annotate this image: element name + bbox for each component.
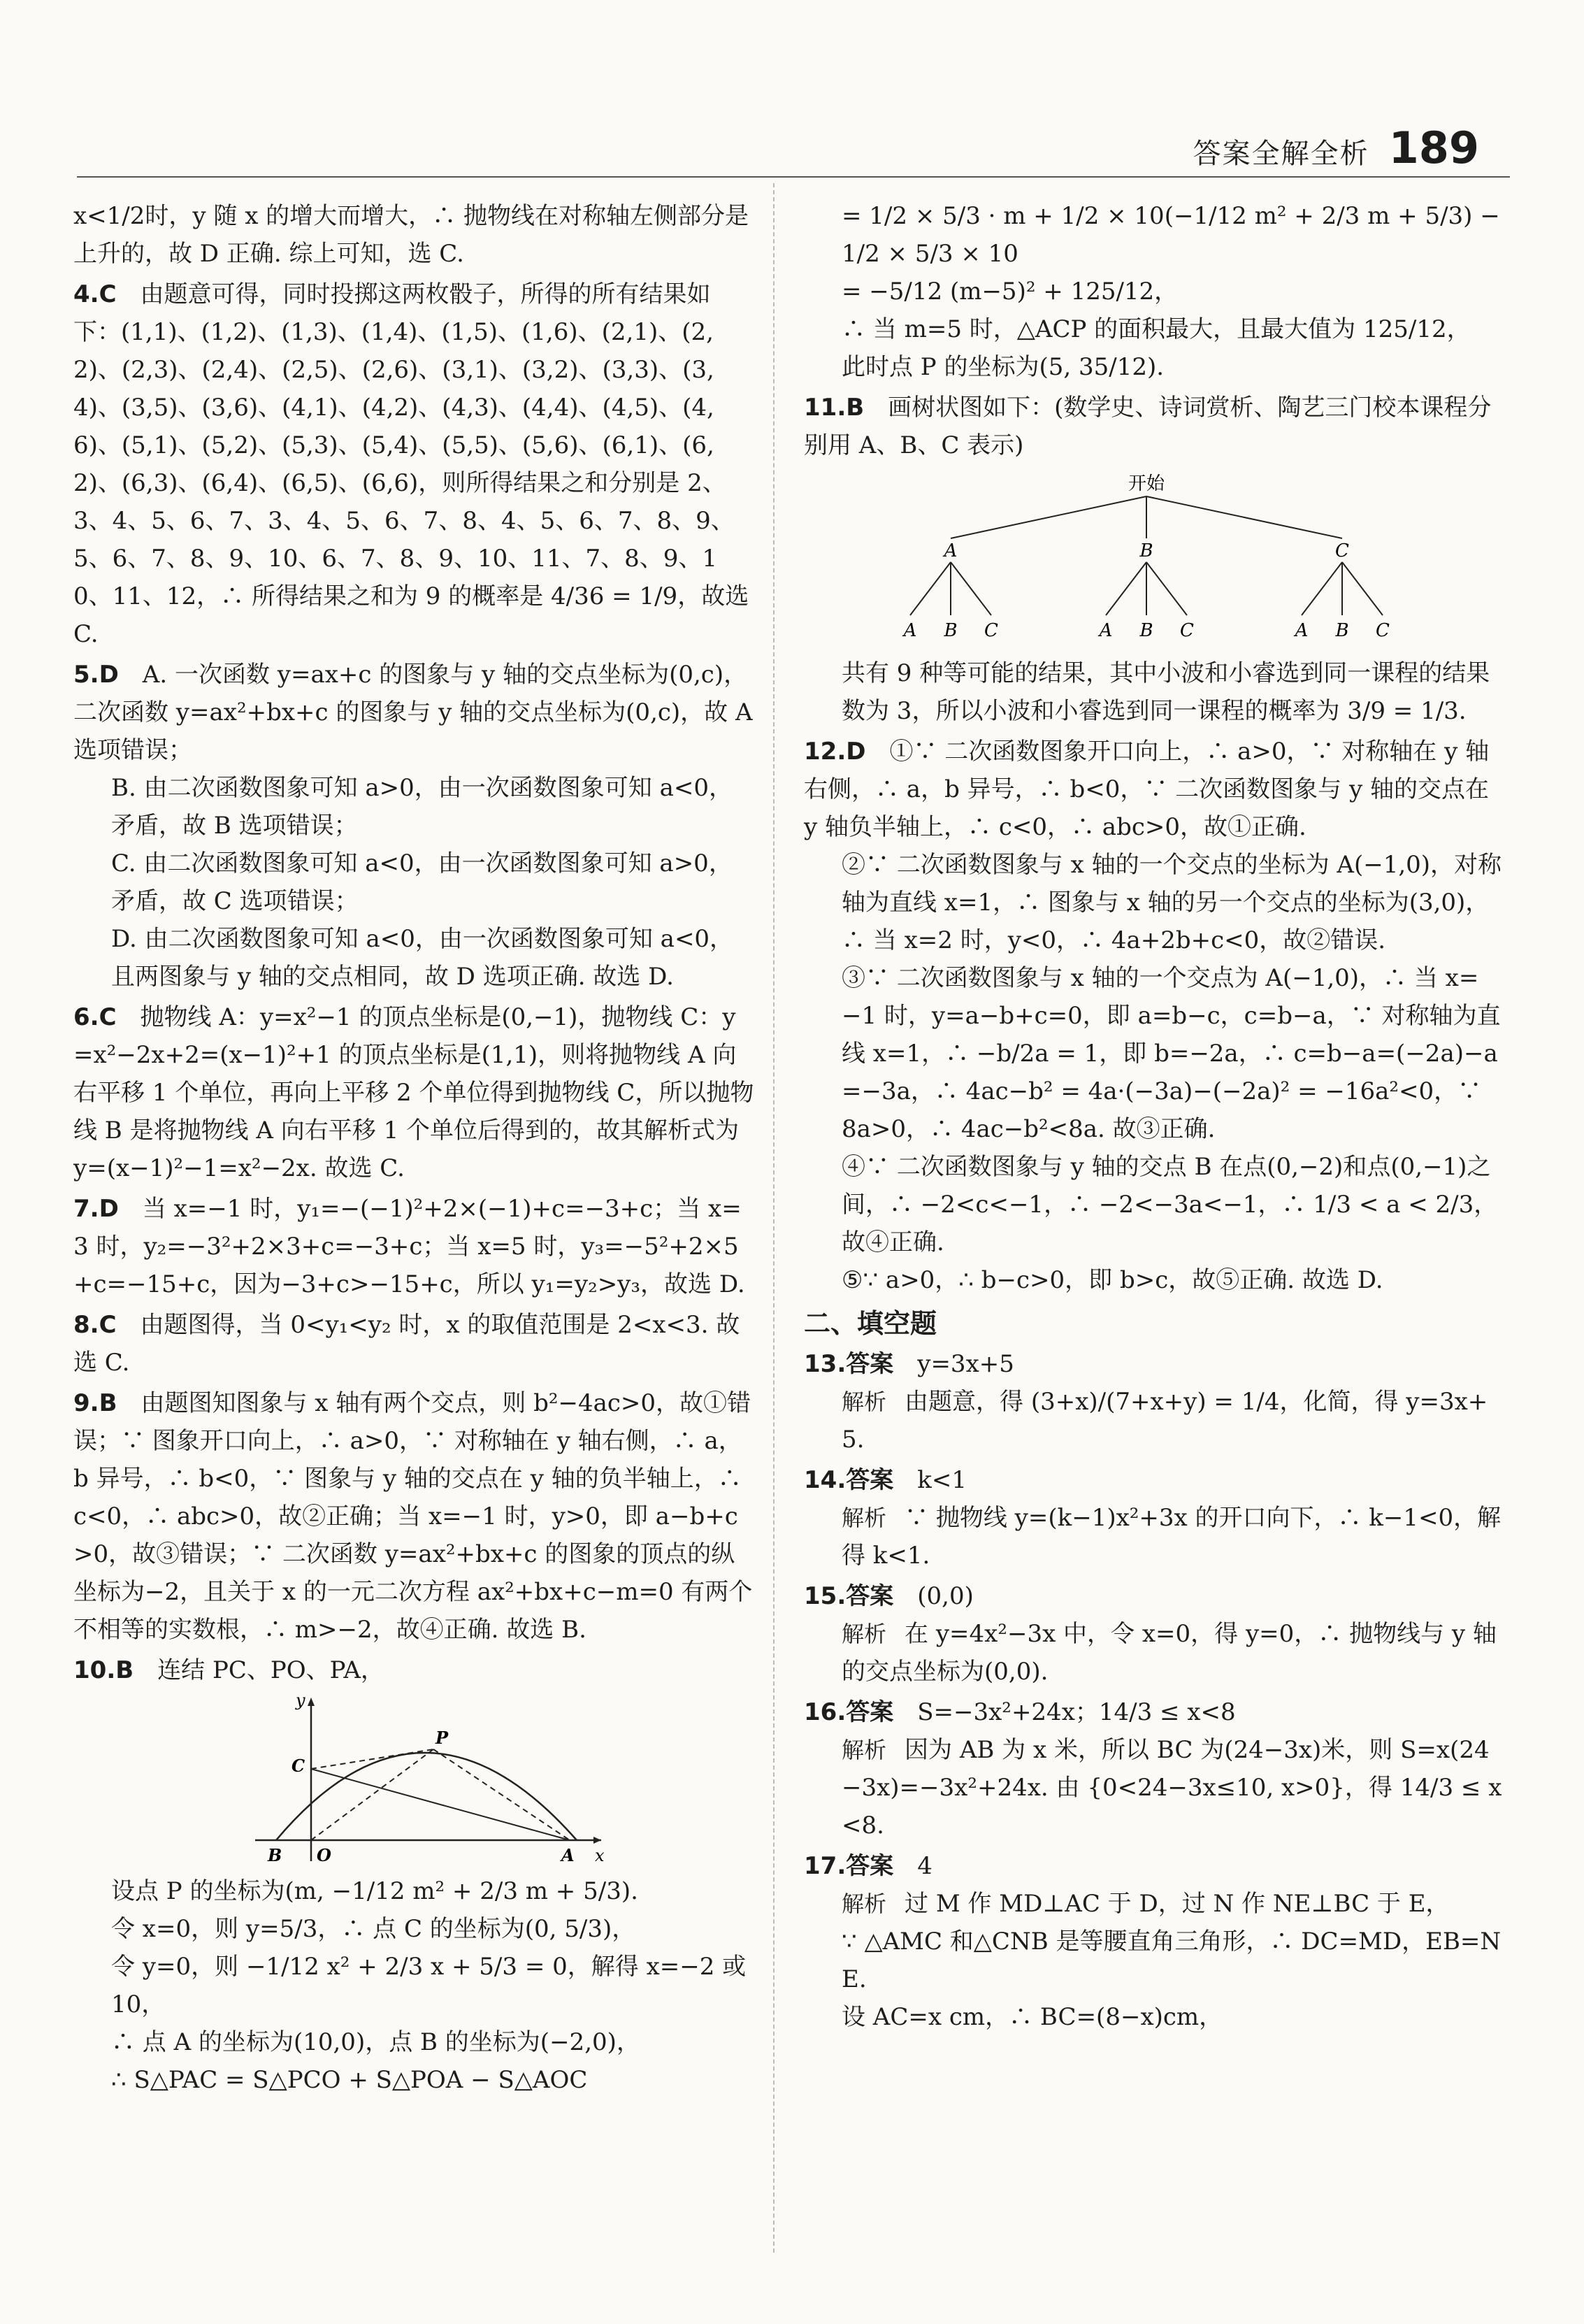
q15-answer: (0,0) xyxy=(917,1582,974,1610)
q15-analysis-row xyxy=(804,1615,1503,1691)
q10-cont-3: ∴ 当 m=5 时，△ACP 的面积最大，且最大值为 125/12， xyxy=(842,315,1471,343)
q8 xyxy=(73,1306,755,1382)
q4 xyxy=(73,275,755,653)
q14-analysis-row xyxy=(804,1499,1503,1575)
q4-text: 由题意可得，同时投掷这两枚骰子，所得的所有结果如下：(1,1)、(1,2)、(1,3)、(1,4)、(1,5)、(1,6)、(2,1)、(2,2)、(2,3)、(2,4)、(2,5)、(2,6)、(3,1)、(3,2)、(3,3)、(3,4)、(3,5)、(3,6)、(4,1)、(4,2)、(4,3)、(4,4)、(4,5)、(4,6)、(5,1)、(5,2)、(5,3)、(5,4)、(5,5)、(5,6)、(6,1)、(6,2)、(6,3)、(6,4)、(6,5)、(6,6)，则所得结果之和分别是 2、3、4、5、6、7、3、4、5、6、7、8、4、5、6、7、8、9、5、6、7、8、9、10、6、7、8、9、10、11、7、8、9、10、11、12，∴ 所得结果之和为 9 的概率是 4/36 = 1/9，故选 C. xyxy=(73,280,757,648)
intro-line-1: x<1/2时，y 随 x 的增大而增大，∴ 抛物线在对称轴左侧部分是 xyxy=(73,202,749,230)
q13-tag: 解析 xyxy=(842,1389,887,1415)
right-column xyxy=(804,197,1508,2036)
tree-diagram xyxy=(860,468,1433,650)
q9 xyxy=(73,1384,755,1649)
q16-analysis: 因为 AB 为 x 米，所以 BC 为(24−3x)米，则 S=x(24−3x)=−3x²+24x. 由 {0<24−3x≤10, x>0}，得 14/3 ≤ x<8. xyxy=(842,1736,1502,1839)
q7 xyxy=(73,1190,755,1303)
segment-pa xyxy=(433,1749,570,1840)
q5-line-d: D. 由二次函数图象可知 a<0，由一次函数图象可知 a<0，且两图象与 y 轴的交点相同，故 D 选项正确. 故选 D. xyxy=(111,925,734,991)
parabola-curve xyxy=(276,1753,577,1840)
q7-label: 7.D xyxy=(73,1195,119,1223)
q13-analysis-row xyxy=(804,1383,1503,1458)
tree-l2: B xyxy=(1139,620,1153,641)
q17-line-2: ∵ △AMC 和△CNB 是等腰直角三角形，∴ DC=MD，EB=NE. xyxy=(842,1928,1502,1993)
header-title: 答案全解全析 xyxy=(1193,138,1369,170)
q9-text: 由题图知图象与 x 轴有两个交点，则 b²−4ac>0，故①错误；∵ 图象开口向上，∴ a>0，∵ 对称轴在 y 轴右侧，∴ a，b 异号，∴ b<0，∵ 图象与 y 轴的交点在 y 轴的负半轴上，∴ c<0，∴ abc>0，故②正确；当 x=−1 时，y>0，即 a−b+c>0，故③错误；∵ 二次函数 y=ax²+bx+c 的图象的顶点的纵坐标为−2，且关于 x 的一元二次方程 ax²+bx+c−m=0 有两个不相等的实数根，∴ m>−2，故④正确. 故选 B. xyxy=(73,1389,753,1644)
q15-label: 15.答案 xyxy=(804,1582,894,1610)
q10-label: 10.B xyxy=(73,1656,134,1684)
q15-tag: 解析 xyxy=(842,1621,887,1647)
q16-answer: S=−3x²+24x；14/3 ≤ x<8 xyxy=(917,1698,1236,1726)
q14-label: 14.答案 xyxy=(804,1466,894,1494)
q17-line-1: 过 M 作 MD⊥AC 于 D，过 N 作 NE⊥BC 于 E， xyxy=(905,1890,1450,1918)
x-axis-arrow xyxy=(593,1837,601,1844)
tree-l2: A xyxy=(1099,620,1113,641)
q11-label: 11.B xyxy=(804,394,865,422)
tree-edge xyxy=(951,562,991,615)
q10-cont-2: = −5/12 (m−5)² + 125/12， xyxy=(842,278,1179,306)
tree-l1-b: B xyxy=(1139,540,1153,561)
q8-text: 由题图得，当 0<y₁<y₂ 时，x 的取值范围是 2<x<3. 故选 C. xyxy=(73,1311,740,1377)
q9-label: 9.B xyxy=(73,1389,117,1417)
page-header xyxy=(1193,122,1479,173)
header-rule xyxy=(77,176,1510,178)
q12-line-3: ③∵ 二次函数图象与 x 轴的一个交点为 A(−1,0)，∴ 当 x=−1 时，y=a−b+c=0，即 a=b−c，c=b−a，∵ 对称轴为直线 x=1，∴ −b/2a = 1，即 b=−2a，∴ c=b−a=(−2a)−a=−3a，∴ 4ac−b² = 4a·(−3a)−(−2a)² = −16a²<0，∵ 8a>0，∴ 4ac−b²<8a. 故③正确. xyxy=(842,964,1501,1143)
segment-pc xyxy=(311,1749,433,1769)
q10 xyxy=(73,1651,755,1689)
q17 xyxy=(804,1847,1503,1885)
tree-l2: B xyxy=(944,620,958,641)
tree-edge xyxy=(910,562,951,615)
q6-label: 6.C xyxy=(73,1003,117,1031)
q14-tag: 解析 xyxy=(842,1505,887,1531)
q11 xyxy=(804,389,1503,464)
segment-ca xyxy=(311,1769,570,1840)
intro-line-2: 上升的，故 D 正确. 综上可知，选 C. xyxy=(73,240,464,268)
section-heading-fill-blank: 二、填空题 xyxy=(804,1308,937,1339)
q10-cont-1: = 1/2 × 5/3 · m + 1/2 × 10(−1/12 m² + 2/3 m + 5/3) − 1/2 × 5/3 × 10 xyxy=(842,202,1508,268)
tree-root: 开始 xyxy=(1128,473,1165,494)
q14 xyxy=(804,1461,1503,1499)
q5-line-a: A. 一次函数 y=ax+c 的图象与 y 轴的交点坐标为(0,c)，二次函数 y=ax²+bx+c 的图象与 y 轴的交点坐标为(0,c)，故 A 选项错误； xyxy=(73,661,761,764)
tree-l2: C xyxy=(1180,620,1194,641)
tree-l2: C xyxy=(1376,620,1390,641)
tree-edge xyxy=(1302,562,1342,615)
q10-first: 连结 PC、PO、PA， xyxy=(157,1656,384,1684)
q17-tag: 解析 xyxy=(842,1891,887,1917)
label-y: y xyxy=(296,1693,305,1710)
tree-l1-a: A xyxy=(944,540,958,561)
tree-l2: A xyxy=(1295,620,1309,641)
q10-line-3: 令 y=0，则 −1/12 x² + 2/3 x + 5/3 = 0，解得 x=−2 或 10， xyxy=(111,1953,754,2018)
q16 xyxy=(804,1693,1503,1731)
tree-edge-root-c xyxy=(1146,496,1342,538)
q12-label: 12.D xyxy=(804,738,866,766)
page-number: 189 xyxy=(1388,122,1479,173)
tree-edge-root-a xyxy=(951,496,1146,538)
q11-text: 画树状图如下：(数学史、诗词赏析、陶艺三门校本课程分别用 A、B、C 表示) xyxy=(804,394,1492,459)
q16-tag: 解析 xyxy=(842,1737,887,1763)
q14-analysis: ∵ 抛物线 y=(k−1)x²+3x 的开口向下，∴ k−1<0，解得 k<1. xyxy=(842,1504,1502,1570)
q12-line-2: ②∵ 二次函数图象与 x 轴的一个交点的坐标为 A(−1,0)，对称轴为直线 x=1，∴ 图象与 x 轴的另一个交点的坐标为(3,0)，∴ 当 x=2 时，y<0，∴ 4a+2b+c<0，故②错误. xyxy=(842,851,1502,954)
q15 xyxy=(804,1577,1503,1615)
label-p: P xyxy=(435,1728,449,1748)
q12-line-5: ⑤∵ a>0，∴ b−c>0，即 b>c，故⑤正确. 故选 D. xyxy=(842,1266,1383,1294)
label-o: O xyxy=(317,1845,331,1865)
q15-analysis: 在 y=4x²−3x 中，令 x=0，得 y=0，∴ 抛物线与 y 轴的交点坐标为(0,0). xyxy=(842,1620,1497,1686)
q10-line-1: 设点 P 的坐标为(m, −1/12 m² + 2/3 m + 5/3). xyxy=(111,1877,638,1905)
q13 xyxy=(804,1345,1503,1383)
left-column xyxy=(73,197,761,2099)
q10-cont-4: 此时点 P 的坐标为(5, 35/12). xyxy=(842,353,1165,381)
tree-l2: C xyxy=(984,620,998,641)
q4-label: 4.C xyxy=(73,280,117,308)
q17-analysis-row xyxy=(804,1885,1503,1923)
parabola-figure xyxy=(248,1693,612,1868)
tree-l1-c: C xyxy=(1335,540,1349,561)
q17-line-3: 设 AC=x cm，∴ BC=(8−x)cm， xyxy=(842,2003,1223,2031)
column-divider xyxy=(773,183,775,2253)
q10-line-5: ∴ S△PAC = S△PCO + S△POA − S△AOC xyxy=(111,2066,588,2094)
q5 xyxy=(73,656,761,769)
label-b: B xyxy=(268,1845,282,1865)
q13-analysis: 由题意，得 (3+x)/(7+x+y) = 1/4，化简，得 y=3x+5. xyxy=(842,1388,1488,1454)
label-a: A xyxy=(561,1845,575,1865)
q5-line-c: C. 由二次函数图象可知 a<0，由一次函数图象可知 a>0，矛盾，故 C 选项错误； xyxy=(111,849,733,915)
q11-after: 共有 9 种等可能的结果，其中小波和小睿选到同一课程的结果数为 3，所以小波和小睿选到同一课程的概率为 3/9 = 1/3. xyxy=(842,659,1490,725)
q7-text: 当 x=−1 时，y₁=−(−1)²+2×(−1)+c=−3+c；当 x=3 时，y₂=−3²+2×3+c=−3+c；当 x=5 时，y₃=−5²+2×5+c=−15+c，因为−3+c>−15+c，所以 y₁=y₂>y₃，故选 D. xyxy=(73,1195,745,1298)
tree-l2: A xyxy=(903,620,917,641)
q14-answer: k<1 xyxy=(917,1466,967,1494)
q5-line-b: B. 由二次函数图象可知 a>0，由一次函数图象可知 a<0，矛盾，故 B 选项错误； xyxy=(111,774,733,840)
q8-label: 8.C xyxy=(73,1311,117,1339)
q6 xyxy=(73,998,755,1187)
q17-label: 17.答案 xyxy=(804,1852,894,1880)
tree-edge xyxy=(1146,562,1187,615)
q5-label: 5.D xyxy=(73,661,119,689)
q17-answer: 4 xyxy=(917,1852,933,1880)
q16-label: 16.答案 xyxy=(804,1698,894,1726)
q12-line-1: ①∵ 二次函数图象开口向上，∴ a>0，∵ 对称轴在 y 轴右侧，∴ a，b 异号，∴ b<0，∵ 二次函数图象与 y 轴的交点在 y 轴负半轴上，∴ c<0，∴ abc>0，故①正确. xyxy=(804,738,1497,841)
y-axis-arrow xyxy=(308,1698,315,1706)
q13-answer: y=3x+5 xyxy=(917,1350,1014,1378)
q10-line-4: ∴ 点 A 的坐标为(10,0)，点 B 的坐标为(−2,0)， xyxy=(111,2028,640,2056)
q10-line-2: 令 x=0，则 y=5/3，∴ 点 C 的坐标为(0, 5/3)， xyxy=(111,1915,636,1943)
tree-l2: B xyxy=(1335,620,1349,641)
q12-line-4: ④∵ 二次函数图象与 y 轴的交点 B 在点(0,−2)和点(0,−1)之间，∴ −2<c<−1，∴ −2<−3a<−1，∴ 1/3 < a < 2/3，故④正确. xyxy=(842,1153,1498,1256)
q12 xyxy=(804,733,1503,846)
q6-text: 抛物线 A：y=x²−1 的顶点坐标是(0,−1)，抛物线 C：y=x²−2x+2=(x−1)²+1 的顶点坐标是(1,1)，则将抛物线 A 向右平移 1 个单位，再向上平移 2 个单位得到抛物线 C，所以抛物线 B 是将抛物线 A 向右平移 1 个单位后得到的，故其解析式为 y=(x−1)²−1=x²−2x. 故选 C. xyxy=(73,1003,754,1182)
label-x: x xyxy=(595,1846,605,1865)
q16-analysis-row xyxy=(804,1731,1503,1844)
tree-edge xyxy=(1106,562,1146,615)
tree-edge xyxy=(1342,562,1383,615)
label-c: C xyxy=(291,1756,305,1776)
q13-label: 13.答案 xyxy=(804,1350,894,1378)
